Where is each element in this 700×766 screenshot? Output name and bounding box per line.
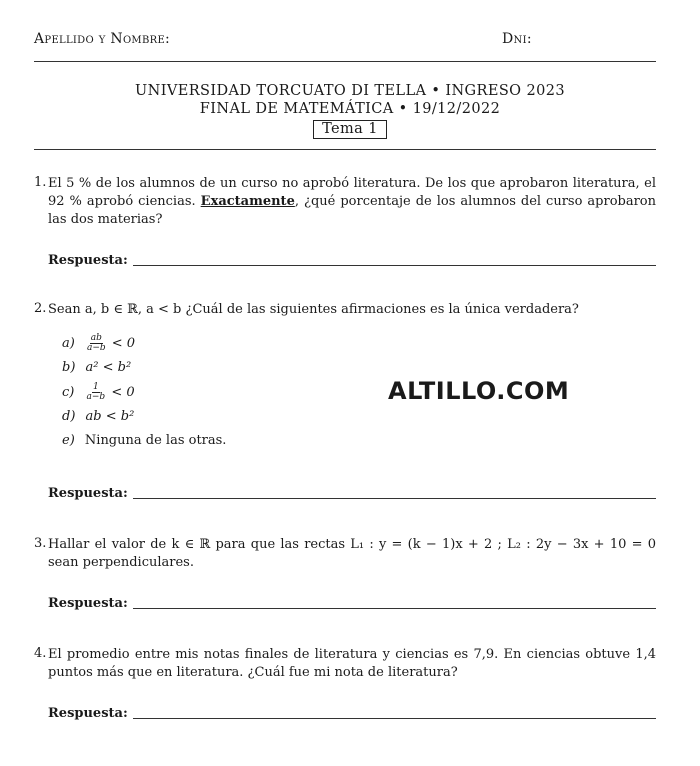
tema-box: Tema 1 [313,120,387,139]
q2-option-b-label: b) [62,360,76,375]
header-rule-top [34,61,656,62]
q2-option-b: b) a² < b² [62,360,132,375]
q2-option-d-label: d) [62,409,76,424]
q3-text: Hallar el valor de k ∈ ℝ para que las rectas L₁ : y = (k − 1)x + 2 ; L₂ : 2y − 3x + 10 = 0 sean perpendiculares. [48,537,656,570]
q2-option-a-fraction: $\frac{ab}{a-b}$ [86,333,106,353]
q1-text-after: , ¿qué porcentaje de los alumnos del curso aprobaron las dos materias? [48,194,657,227]
q1-answer-line[interactable] [133,265,656,266]
q2-answer-line[interactable] [133,498,656,499]
q3-answer-line[interactable] [133,608,656,609]
q2-option-c: c) $\frac{1}{a-b}$ < 0 [62,382,135,402]
header-rule-bottom [34,149,656,150]
q1-answer-label: Respuesta: [48,253,128,268]
q2-text: Sean a, b ∈ ℝ, a < b ¿Cuál de las siguientes afirmaciones es la única verdadera? [48,302,579,317]
q4-number: 4. [34,646,47,661]
q2-number: 2. [34,301,47,316]
q2-option-a: a) $\frac{ab}{a-b}$ < 0 [62,333,136,353]
q2-option-c-label: c) [62,385,75,400]
q4-answer-label: Respuesta: [48,706,128,721]
q1-number: 1. [34,175,47,190]
q2-option-e-label: e) [62,433,75,448]
q3-answer-label: Respuesta: [48,596,128,611]
q1-text-before: El 5 % de los alumnos de un curso no aprobó literatura. De los que aprobaron literatura, el 92 % aprobó ciencias. [48,176,656,209]
tema-box-wrap [0,120,700,139]
name-label: Apellido y Nombre: [34,31,171,47]
q2-option-a-label: a) [62,336,75,351]
q2-option-e: e) Ninguna de las otras. [62,433,227,448]
q1-text [48,175,656,229]
q4-text: El promedio entre mis notas finales de literatura y ciencias es 7,9. En ciencias obtuve 1,4 puntos más que en literatura. ¿Cuál fue mi nota de literatura? [48,647,656,680]
title-line-2: FINAL DE MATEMÁTICA • 19/12/2022 [199,101,501,117]
q2-option-c-fraction: $\frac{1}{a-b}$ [86,382,106,402]
watermark-logo: ALTILLO.COM [388,377,570,405]
q2-answer-label: Respuesta: [48,486,128,501]
q2-option-d: d) ab < b² [62,409,135,424]
title-line-1: UNIVERSIDAD TORCUATO DI TELLA • INGRESO 2023 [135,83,565,99]
dni-label: Dni: [502,31,532,47]
q4-answer-line[interactable] [133,718,656,719]
q3-number: 3. [34,536,47,551]
q1-emphasis: Exactamente [200,194,295,209]
